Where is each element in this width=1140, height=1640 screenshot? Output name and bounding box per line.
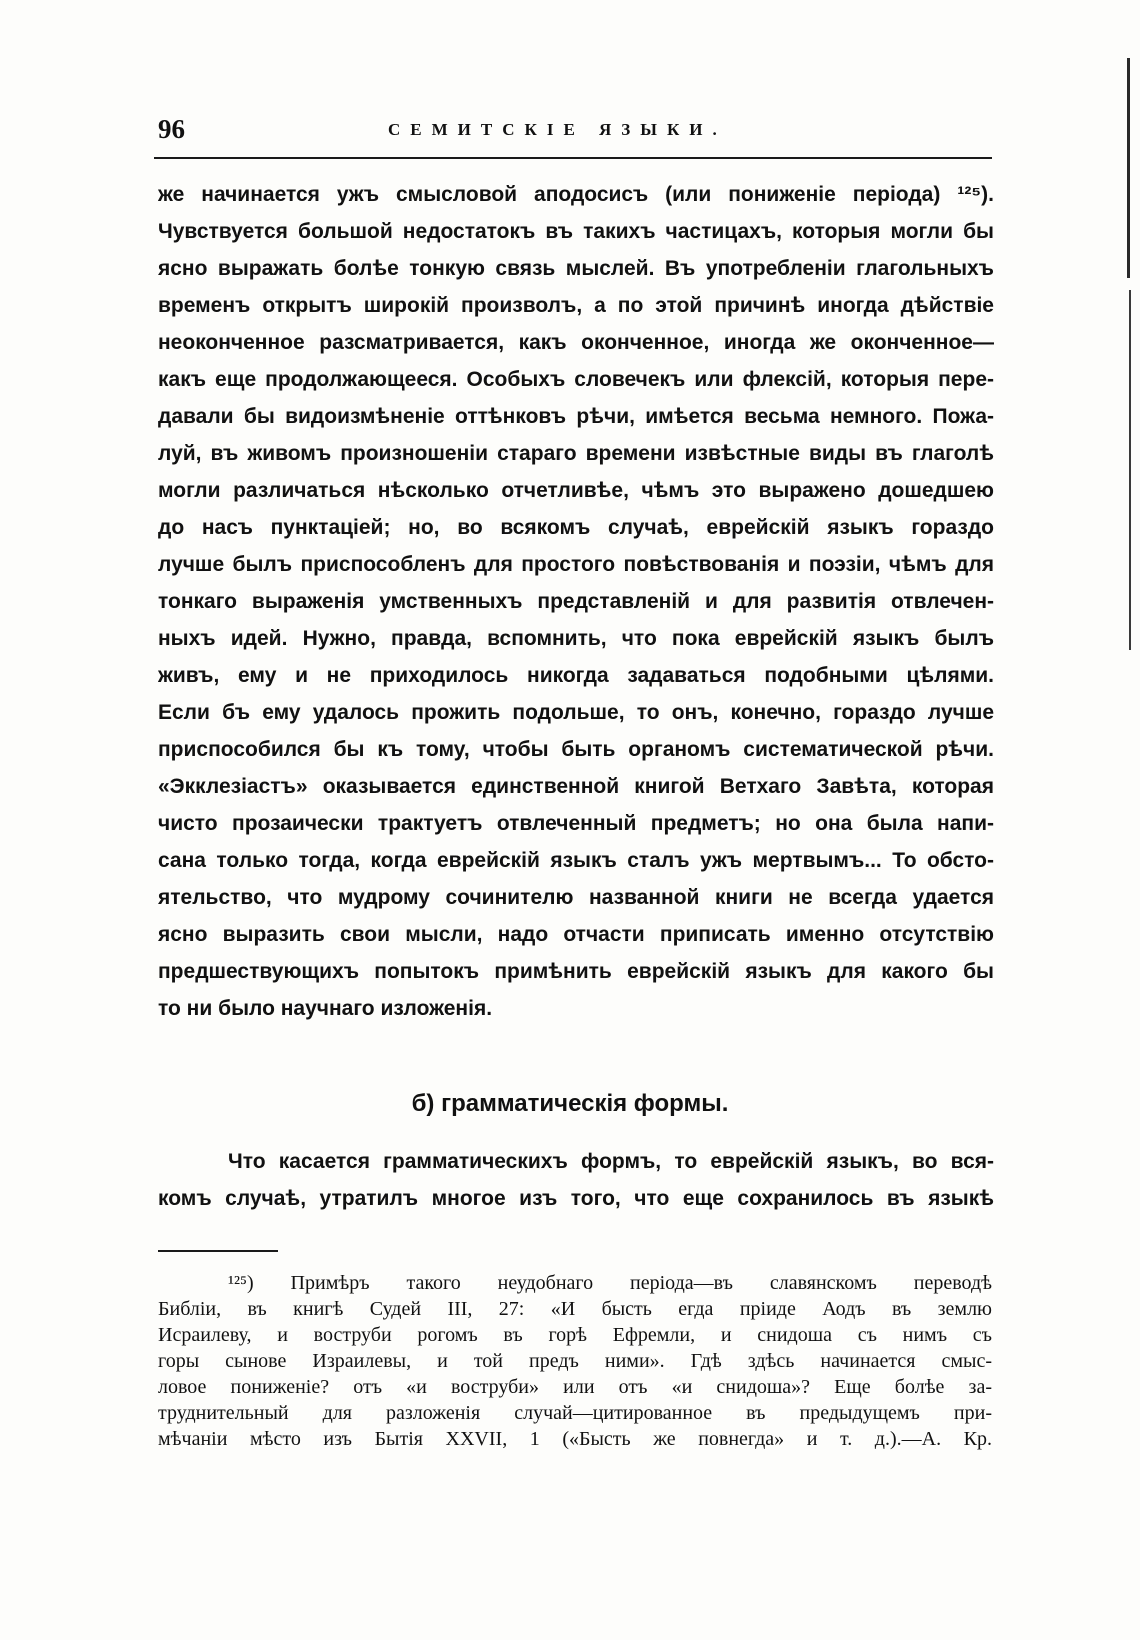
scan-edge-mark xyxy=(1127,58,1130,278)
footnote xyxy=(158,1270,992,1452)
main-paragraph xyxy=(158,176,994,1027)
text-line: горы сынове Израилевы, и той предъ ними». Гдѣ здѣсь начинается смыс- xyxy=(158,1350,992,1372)
text-line: же начинается ужъ смысловой аподосисъ (или пониженіе періода) ¹²⁵). xyxy=(158,183,994,206)
text-line: могли различаться нѣсколько отчетливѣе, чѣмъ это выражено дошедшею xyxy=(158,479,994,502)
text-line: до насъ пунктаціей; но, во всякомъ случаѣ, еврейскій языкъ гораздо xyxy=(158,516,994,539)
text-line: то ни было научнаго изложенія. xyxy=(158,997,493,1020)
running-title: СЕМИТСКІЕ ЯЗЫКИ. xyxy=(388,120,727,139)
text-line: какъ еще продолжающееся. Особыхъ словечекъ или флексій, которыя пере- xyxy=(158,368,994,391)
text-line: мѣчаніи мѣсто изъ Бытія XXVII, 1 («Бысть же повнегда» и т. д.).—А. Кр. xyxy=(158,1428,992,1450)
text-line: труднительный для разложенія случай—цитированное въ предыдущемъ при- xyxy=(158,1402,992,1424)
text-line: тонкаго выраженія умственныхъ представленій и для развитія отвлечен- xyxy=(158,590,994,613)
text-line: Что касается грамматическихъ формъ, то еврейскій языкъ, во вся- xyxy=(228,1150,994,1173)
text-line: давали бы видоизмѣненіе оттѣнковъ рѣчи, имѣется весьма немного. Пожа- xyxy=(158,405,994,428)
text-line: предшествующихъ попытокъ примѣнить еврейскій языкъ для какого бы xyxy=(158,960,994,983)
page-number: 96 xyxy=(158,114,185,144)
text-line: Если бъ ему удалось прожить подольше, то онъ, конечно, гораздо лучше xyxy=(158,701,994,724)
text-line: «Экклезіастъ» оказывается единственной книгой Ветхаго Завѣта, которая xyxy=(158,775,994,798)
text-line: ясно выражать болѣе тонкую связь мыслей. Въ употребленіи глагольныхъ xyxy=(158,257,994,280)
text-line: Библіи, въ книгѣ Судей III, 27: «И бысть егда пріиде Аодъ въ землю xyxy=(158,1298,992,1320)
text-line: Исраилеву, и воструби рогомъ въ горѣ Ефремли, и снидоша съ нимъ съ xyxy=(158,1324,992,1346)
second-paragraph xyxy=(158,1143,994,1217)
text-line: ловое пониженіе? отъ «и воструби» или отъ «и снидоша»? Еще болѣе за- xyxy=(158,1376,992,1398)
text-line: живъ, ему и не приходилось никогда задаваться подобными цѣлями. xyxy=(158,664,994,687)
text-line: сана только тогда, когда еврейскій языкъ сталъ ужъ мертвымъ... То обсто- xyxy=(158,849,994,872)
text-line: комъ случаѣ, утратилъ многое изъ того, что еще сохранилось въ языкѣ xyxy=(158,1187,994,1210)
text-line: лучше былъ приспособленъ для простого повѣствованія и поэзіи, чѣмъ для xyxy=(158,553,994,576)
text-line: временъ открытъ широкій произволъ, а по этой причинѣ иногда дѣйствіе xyxy=(158,294,994,317)
scan-edge-mark xyxy=(1129,290,1131,650)
text-line: чисто прозаически трактуетъ отвлеченный предметъ; но она была напи- xyxy=(158,812,994,835)
page-header xyxy=(158,114,988,158)
text-line: ятельство, что мудрому сочинителю названной книги не всегда удается xyxy=(158,886,994,909)
text-line: ¹²⁵) Примѣръ такого неудобнаго періода—въ славянскомъ переводѣ xyxy=(228,1272,992,1294)
text-line: луй, въ живомъ произношеніи стараго времени извѣстные виды въ глаголѣ xyxy=(158,442,994,465)
text-line: Чувствуется большой недостатокъ въ такихъ частицахъ, которыя могли бы xyxy=(158,220,994,243)
text-line: неоконченное разсматривается, какъ оконченное, иногда же оконченное— xyxy=(158,331,994,354)
section-subheading: б) грамматическія формы. xyxy=(411,1090,729,1117)
text-line: ныхъ идей. Нужно, правда, вспомнить, что пока еврейскій языкъ былъ xyxy=(158,627,994,650)
text-line: приспособился бы къ тому, чтобы быть органомъ систематической рѣчи. xyxy=(158,738,994,761)
header-rule xyxy=(154,157,992,159)
footnote-rule xyxy=(158,1250,278,1252)
text-line: ясно выразить свои мысли, надо отчасти приписать именно отсутствію xyxy=(158,923,994,946)
